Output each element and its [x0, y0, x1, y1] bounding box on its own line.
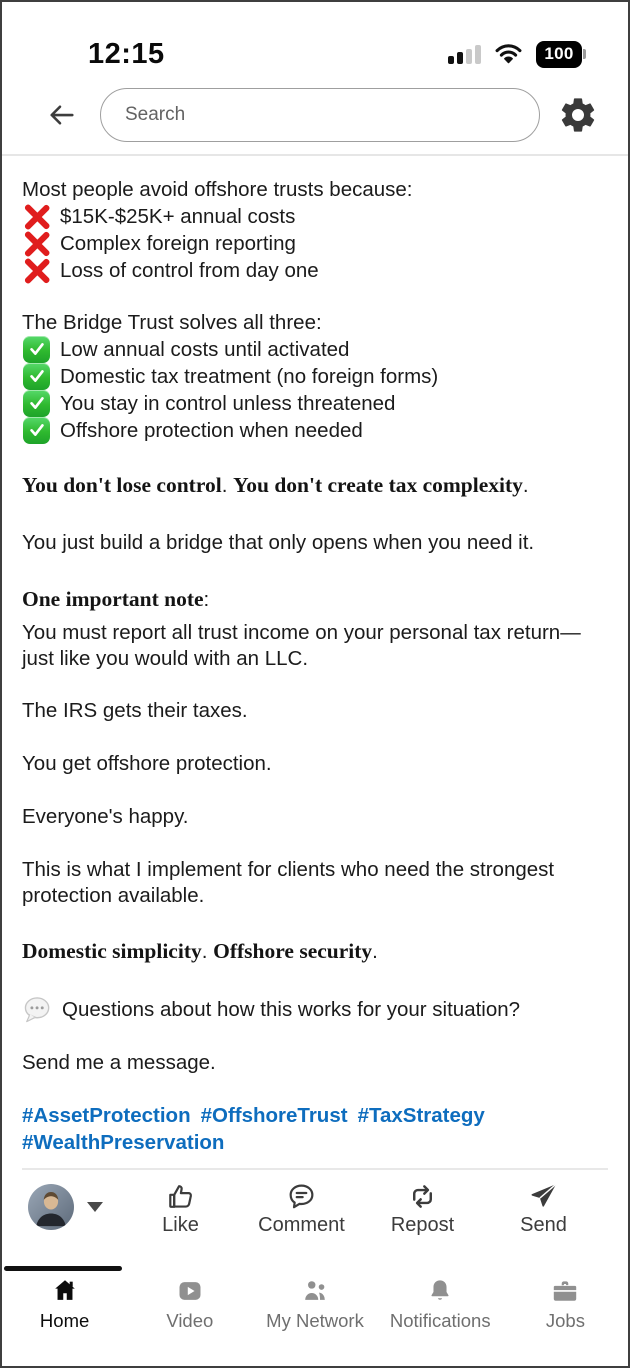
search-field-container: [100, 88, 540, 142]
back-arrow-icon: [43, 100, 79, 130]
post-paragraph: You just build a bridge that only opens when you need it.: [22, 531, 535, 554]
chevron-down-icon: [87, 1202, 103, 1212]
con-text: Loss of control from day one: [60, 259, 319, 282]
engagement-bar: [2, 1170, 628, 1262]
nav-item-home[interactable]: Home: [2, 1277, 127, 1332]
note-heading: One important note:: [22, 587, 210, 611]
cross-mark-icon: [22, 229, 52, 259]
send-icon: [528, 1181, 559, 1212]
nav-item-my-network[interactable]: My Network: [252, 1277, 377, 1332]
settings-button[interactable]: [556, 93, 600, 137]
question-text: Questions about how this works for your situation?: [62, 998, 521, 1021]
hashtag-link[interactable]: #TaxStrategy: [357, 1104, 485, 1127]
battery-indicator: [536, 41, 586, 68]
con-item: [22, 257, 608, 284]
bell-icon: [425, 1277, 455, 1305]
check-mark-icon: [23, 390, 50, 417]
con-text: $15K-$25K+ annual costs: [60, 205, 296, 228]
pro-text: You stay in control unless threatened: [60, 392, 396, 415]
nav-item-video[interactable]: Video: [127, 1277, 252, 1332]
con-text: Complex foreign reporting: [60, 232, 296, 255]
back-button[interactable]: [38, 95, 84, 135]
post-body: [2, 156, 628, 1170]
briefcase-icon: [550, 1277, 580, 1305]
hashtag-link[interactable]: #OffshoreTrust: [200, 1104, 348, 1127]
cross-mark-icon: [22, 256, 52, 286]
repost-icon: [407, 1181, 438, 1212]
hashtag-block: [22, 1102, 608, 1156]
emphasis-line: You don't lose control. You don't create tax complexity.: [22, 473, 529, 497]
wifi-icon: [494, 43, 523, 65]
video-icon: [175, 1277, 205, 1305]
con-item: [22, 203, 608, 230]
post-paragraph: You get offshore protection.: [22, 752, 272, 775]
check-mark-icon: [23, 363, 50, 390]
pro-item: [22, 363, 608, 390]
reaction-identity-selector[interactable]: [28, 1181, 120, 1230]
post-paragraph: Everyone's happy.: [22, 805, 189, 828]
pro-text: Domestic tax treatment (no foreign forms): [60, 365, 439, 388]
note-body: You must report all trust income on your personal tax return—just like you would with an LLC.: [22, 621, 581, 670]
question-line: [22, 996, 608, 1024]
check-mark-icon: [23, 417, 50, 444]
active-tab-indicator: [4, 1266, 122, 1271]
cross-mark-icon: [22, 202, 52, 232]
nav-item-jobs[interactable]: Jobs: [503, 1277, 628, 1332]
like-button[interactable]: Like: [120, 1181, 241, 1237]
post-intro-line: Most people avoid offshore trusts because:: [22, 178, 413, 201]
battery-level-text: 100: [544, 44, 574, 63]
nav-item-notifications[interactable]: Notifications: [378, 1277, 503, 1332]
people-icon: [300, 1277, 330, 1305]
home-icon: [50, 1277, 80, 1305]
pro-item: [22, 390, 608, 417]
profile-avatar[interactable]: [28, 1184, 74, 1230]
pro-item: [22, 336, 608, 363]
pro-text: Offshore protection when needed: [60, 419, 363, 442]
status-bar: [2, 2, 628, 74]
hashtag-link[interactable]: #WealthPreservation: [22, 1131, 225, 1154]
check-mark-icon: [23, 336, 50, 363]
pro-text: Low annual costs until activated: [60, 338, 350, 361]
post-solution-intro: The Bridge Trust solves all three:: [22, 311, 322, 334]
send-button[interactable]: Send: [483, 1181, 604, 1237]
post-cta: Send me a message.: [22, 1051, 216, 1074]
cellular-signal-icon: [448, 45, 481, 64]
search-input[interactable]: [123, 103, 517, 127]
hashtag-link[interactable]: #AssetProtection: [22, 1104, 191, 1127]
post-paragraph: This is what I implement for clients who need the strongest protection available.: [22, 858, 555, 907]
speech-balloon-icon: [22, 996, 53, 1024]
pro-item: [22, 417, 608, 444]
comment-button[interactable]: Comment: [241, 1181, 362, 1237]
thumbs-up-icon: [165, 1181, 196, 1212]
clock-text: 12:15: [88, 37, 165, 70]
comment-icon: [286, 1181, 317, 1212]
repost-button[interactable]: Repost: [362, 1181, 483, 1237]
bottom-navigation: [2, 1266, 628, 1332]
emphasis-line: Domestic simplicity. Offshore security.: [22, 939, 378, 963]
gear-icon: [558, 95, 598, 135]
post-paragraph: The IRS gets their taxes.: [22, 699, 248, 722]
con-item: [22, 230, 608, 257]
search-header: [2, 74, 628, 146]
